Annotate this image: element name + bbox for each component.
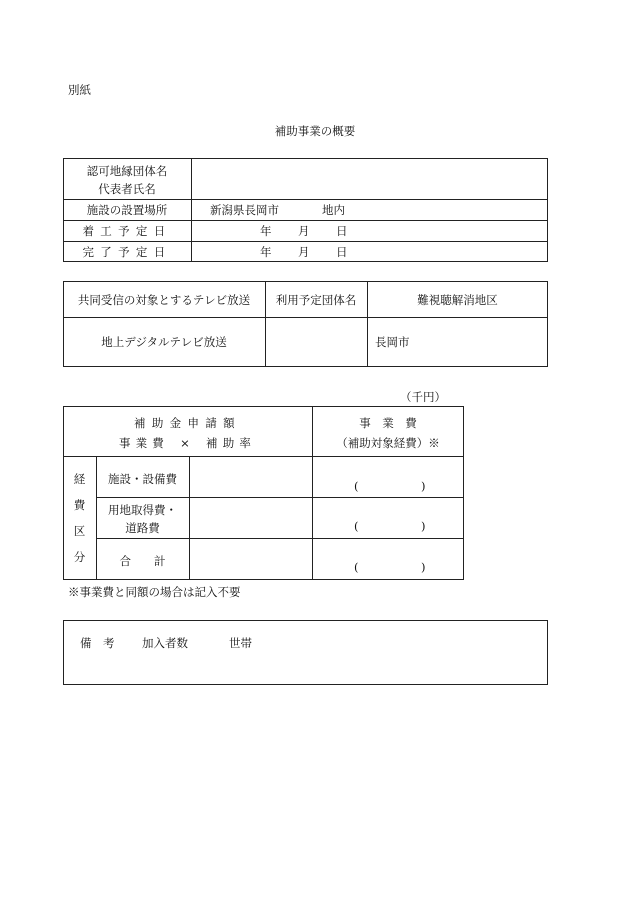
subsidy-header: 補助金申請額 — [134, 416, 241, 430]
land-cost-label: 用地取得費・ — [108, 503, 177, 517]
table-divider — [96, 538, 464, 539]
location-suffix: 地内 — [322, 203, 345, 217]
attachment-label: 別紙 — [68, 83, 91, 97]
user-group-header: 利用予定団体名 — [275, 293, 357, 307]
paren-open: ( — [354, 519, 359, 533]
reception-area-header: 難視聴解消地区 — [417, 293, 498, 307]
end-date-label: 完了予定日 — [82, 245, 172, 259]
representative-name-label: 代表者氏名 — [98, 182, 156, 196]
end-month: 月 — [298, 245, 310, 259]
remarks-box — [63, 620, 548, 685]
page-title: 補助事業の概要 — [274, 124, 356, 138]
road-cost-label: 道路費 — [125, 521, 160, 535]
facility-cost-label: 施設・設備費 — [108, 472, 177, 486]
start-month: 月 — [298, 224, 310, 238]
project-cost-header: 事 業 費 — [359, 416, 417, 430]
table-divider — [63, 220, 548, 221]
category-char: 区 — [73, 524, 86, 538]
location-city: 新潟県長岡市 — [210, 203, 279, 217]
table-divider — [63, 456, 464, 457]
category-char: 費 — [73, 498, 86, 512]
start-day: 日 — [336, 224, 348, 238]
start-date-label: 着工予定日 — [82, 224, 172, 238]
table-divider — [312, 406, 313, 580]
table-divider — [63, 199, 548, 200]
table-divider — [189, 456, 190, 580]
members-label: 加入者数 — [142, 636, 188, 650]
remarks-label: 備 考 — [80, 636, 115, 650]
category-char: 分 — [73, 550, 86, 564]
end-day: 日 — [336, 245, 348, 259]
paren-open: ( — [354, 479, 359, 493]
unit-label: （千円） — [400, 390, 446, 404]
org-name-label: 認可地縁団体名 — [86, 164, 168, 178]
total-label: 合 計 — [119, 554, 166, 568]
subsidy-formula: 事業費 × 補助率 — [118, 436, 257, 450]
reception-area-value: 長岡市 — [375, 335, 410, 349]
broadcast-value: 地上デジタルテレビ放送 — [101, 335, 227, 349]
households-label: 世帯 — [229, 636, 252, 650]
start-year: 年 — [260, 224, 272, 238]
note: ※事業費と同額の場合は記入不要 — [68, 585, 241, 599]
end-year: 年 — [260, 245, 272, 259]
paren-open: ( — [354, 560, 359, 574]
table-divider — [96, 497, 464, 498]
eligible-cost-header: （補助対象経費）※ — [336, 436, 440, 450]
table-divider — [63, 241, 548, 242]
category-char: 経 — [73, 472, 86, 486]
paren-close: ) — [421, 519, 426, 533]
paren-close: ) — [421, 479, 426, 493]
paren-close: ) — [421, 560, 426, 574]
table-divider — [191, 158, 192, 262]
location-label: 施設の設置場所 — [86, 203, 168, 217]
broadcast-header: 共同受信の対象とするテレビ放送 — [77, 293, 251, 307]
table-divider — [63, 317, 548, 318]
